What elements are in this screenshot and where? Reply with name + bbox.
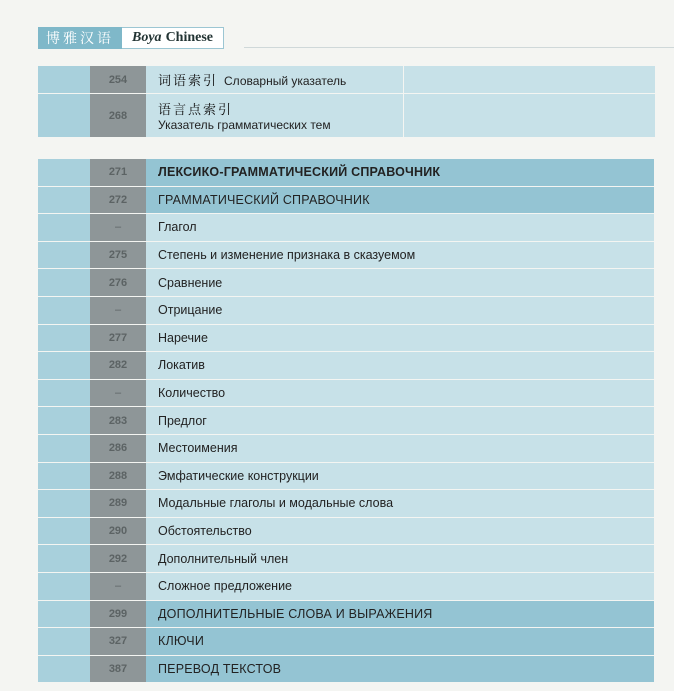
row-margin: [38, 297, 90, 324]
entry-title: Наречие: [146, 325, 654, 352]
toc-row[interactable]: [38, 214, 655, 242]
toc-row[interactable]: [38, 297, 655, 325]
toc-row[interactable]: [38, 242, 655, 270]
page-number: 387: [90, 656, 146, 683]
page-header: [38, 27, 224, 49]
page-number: 289: [90, 490, 146, 517]
page-number: 254: [90, 66, 146, 93]
row-margin: [38, 407, 90, 434]
row-margin: [38, 490, 90, 517]
grammar-section: [38, 159, 655, 683]
toc-row[interactable]: [38, 352, 655, 380]
page-number: 283: [90, 407, 146, 434]
entry-cell: [146, 94, 403, 137]
page-number: –: [90, 297, 146, 324]
toc-row[interactable]: [38, 380, 655, 408]
entry-title: ЛЕКСИКО-ГРАММАТИЧЕСКИЙ СПРАВОЧНИК: [146, 159, 654, 186]
row-margin: [38, 435, 90, 462]
page-number: 268: [90, 94, 146, 137]
row-margin: [38, 66, 90, 93]
row-margin: [38, 187, 90, 214]
toc-row[interactable]: [38, 435, 655, 463]
row-margin: [38, 325, 90, 352]
row-margin: [38, 656, 90, 683]
entry-title: Дополнительный член: [146, 545, 654, 572]
brand-chinese-label: 博雅汉语: [38, 27, 122, 49]
row-margin: [38, 573, 90, 600]
toc-row[interactable]: [38, 490, 655, 518]
page-number: 290: [90, 518, 146, 545]
entry-title: Обстоятельство: [146, 518, 654, 545]
entry-title: Сравнение: [146, 269, 654, 296]
row-margin: [38, 518, 90, 545]
row-margin: [38, 242, 90, 269]
page-number: 299: [90, 601, 146, 628]
row-blank-cell: [403, 94, 655, 137]
toc-row[interactable]: [38, 463, 655, 491]
row-margin: [38, 269, 90, 296]
toc-row[interactable]: [38, 545, 655, 573]
entry-title: Эмфатические конструкции: [146, 463, 654, 490]
row-margin: [38, 463, 90, 490]
row-margin: [38, 628, 90, 655]
entry-title-ru: Словарный указатель: [224, 74, 347, 88]
page-number: 277: [90, 325, 146, 352]
toc-row[interactable]: [38, 407, 655, 435]
page-number: 275: [90, 242, 146, 269]
row-margin: [38, 601, 90, 628]
page-number: 292: [90, 545, 146, 572]
entry-title: Местоимения: [146, 435, 654, 462]
entry-title-cn: 语言点索引: [158, 103, 234, 118]
entry-title: КЛЮЧИ: [146, 628, 654, 655]
entry-title: Степень и изменение признака в сказуемом: [146, 242, 654, 269]
entry-title: Глагол: [146, 214, 654, 241]
page-number: 327: [90, 628, 146, 655]
page-number: –: [90, 573, 146, 600]
page-number: 286: [90, 435, 146, 462]
entry-cell: [146, 66, 403, 93]
entry-title: Сложное предложение: [146, 573, 654, 600]
brand-english-label: [122, 27, 224, 49]
page-number: 276: [90, 269, 146, 296]
toc-row[interactable]: [38, 269, 655, 297]
entry-title: ДОПОЛНИТЕЛЬНЫЕ СЛОВА И ВЫРАЖЕНИЯ: [146, 601, 654, 628]
header-rule: [244, 47, 674, 48]
toc-row[interactable]: [38, 518, 655, 546]
page-number: 288: [90, 463, 146, 490]
brand-english-word: Chinese: [165, 30, 214, 45]
entry-title: Локатив: [146, 352, 654, 379]
toc-row[interactable]: [38, 656, 655, 684]
page-number: 272: [90, 187, 146, 214]
row-margin: [38, 214, 90, 241]
row-margin: [38, 545, 90, 572]
toc-row[interactable]: [38, 187, 655, 215]
entry-title-ru: Указатель грамматических тем: [158, 118, 331, 132]
toc-row[interactable]: [38, 601, 655, 629]
entry-title: ГРАММАТИЧЕСКИЙ СПРАВОЧНИК: [146, 187, 654, 214]
toc-row[interactable]: [38, 159, 655, 187]
entry-title: Количество: [146, 380, 654, 407]
toc-row[interactable]: [38, 325, 655, 353]
row-margin: [38, 352, 90, 379]
row-blank-cell: [403, 66, 655, 93]
index-section: [38, 66, 655, 138]
entry-title: ПЕРЕВОД ТЕКСТОВ: [146, 656, 654, 683]
row-margin: [38, 94, 90, 137]
page-number: –: [90, 380, 146, 407]
page-number: 282: [90, 352, 146, 379]
toc-row[interactable]: [38, 94, 655, 138]
row-margin: [38, 380, 90, 407]
row-margin: [38, 159, 90, 186]
toc-row[interactable]: [38, 628, 655, 656]
entry-title: Модальные глаголы и модальные слова: [146, 490, 654, 517]
entry-title: Отрицание: [146, 297, 654, 324]
toc-row[interactable]: [38, 573, 655, 601]
page-number: –: [90, 214, 146, 241]
entry-title-cn: 词语索引: [158, 74, 219, 89]
page-number: 271: [90, 159, 146, 186]
brand-english-italic: Boya: [132, 30, 162, 45]
entry-title: Предлог: [146, 407, 654, 434]
toc-row[interactable]: [38, 66, 655, 94]
